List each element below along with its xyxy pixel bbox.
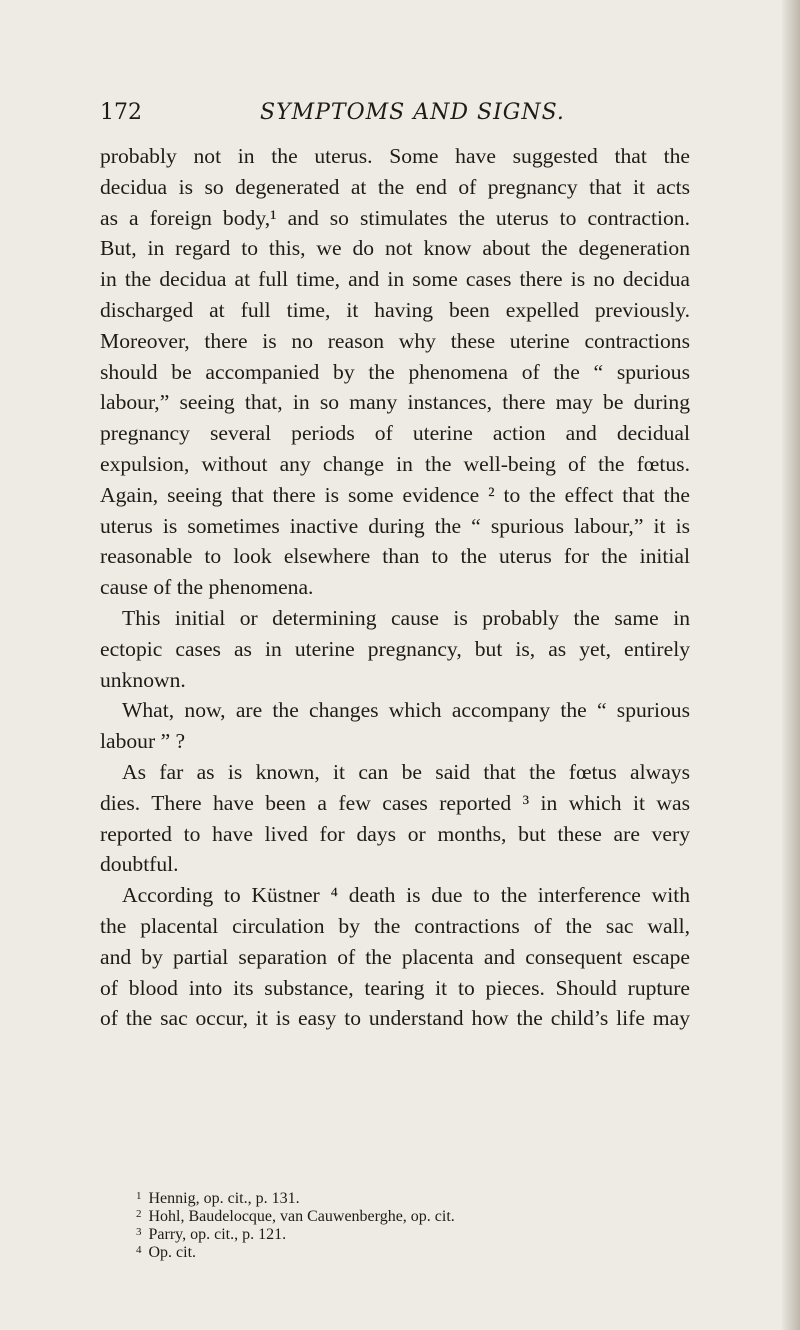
text-line: should be accompanied by the phenomena of the “ spurious bbox=[100, 359, 690, 384]
text-line: What, now, are the changes which accompany the “ spurious bbox=[122, 698, 690, 723]
footnote-text: Op. cit. bbox=[148, 1244, 197, 1261]
text-line: ectopic cases as in uterine pregnancy, but is, as yet, entirely bbox=[100, 636, 690, 661]
text-line: expulsion, without any change in the well-being of the fœtus. bbox=[100, 451, 690, 476]
footnote-text: Hohl, Baudelocque, van Cauwenberghe, op. cit. bbox=[148, 1208, 455, 1225]
footnote-mark: 4 bbox=[136, 1244, 142, 1256]
text-line: discharged at full time, it having been expelled previously. bbox=[100, 297, 690, 322]
footnote-text: Parry, op. cit., p. 121. bbox=[148, 1226, 287, 1243]
page-header bbox=[100, 100, 672, 130]
text-line: decidua is so degenerated at the end of pregnancy that it acts bbox=[100, 174, 690, 199]
text-line: labour ” ? bbox=[100, 729, 186, 754]
footnote bbox=[136, 1223, 656, 1241]
text-line: and by partial separation of the placenta and consequent escape bbox=[100, 944, 690, 969]
text-line: dies. There have been a few cases reported ³ in which it was bbox=[100, 790, 690, 815]
page-number: 172 bbox=[100, 100, 142, 125]
text-line: pregnancy several periods of uterine action and decidual bbox=[100, 421, 690, 446]
body-text bbox=[100, 141, 690, 1034]
text-line: doubtful. bbox=[100, 852, 179, 877]
text-line: the placental circulation by the contractions of the sac wall, bbox=[100, 913, 690, 938]
text-line: labour,” seeing that, in so many instances, there may be during bbox=[100, 390, 690, 415]
footnote-text: Hennig, op. cit., p. 131. bbox=[148, 1190, 300, 1207]
page-edge bbox=[782, 0, 800, 1330]
footnote-mark: 3 bbox=[136, 1226, 142, 1238]
footnote bbox=[136, 1205, 656, 1223]
text-line: cause of the phenomena. bbox=[100, 575, 314, 600]
footnote-mark: 2 bbox=[136, 1208, 142, 1220]
text-line: as a foreign body,¹ and so stimulates the uterus to contraction. bbox=[100, 205, 690, 230]
text-line: As far as is known, it can be said that the fœtus always bbox=[122, 759, 690, 784]
text-line: Moreover, there is no reason why these uterine contractions bbox=[100, 328, 690, 353]
footnotes bbox=[136, 1187, 656, 1259]
text-line: of blood into its substance, tearing it to pieces. Should rupture bbox=[100, 975, 690, 1000]
text-line: According to Küstner ⁴ death is due to the interference with bbox=[122, 883, 690, 908]
footnote bbox=[136, 1187, 656, 1205]
text-line: in the decidua at full time, and in some cases there is no decidua bbox=[100, 267, 690, 292]
text-line: uterus is sometimes inactive during the “ spurious labour,” it is bbox=[100, 513, 690, 538]
footnote-mark: 1 bbox=[136, 1190, 142, 1202]
text-line: This initial or determining cause is probably the same in bbox=[122, 605, 690, 630]
footnote bbox=[136, 1241, 656, 1259]
text-line: reasonable to look elsewhere than to the uterus for the initial bbox=[100, 544, 690, 569]
running-head: SYMPTOMS AND SIGNS. bbox=[260, 100, 565, 125]
text-line: probably not in the uterus. Some have suggested that the bbox=[100, 144, 690, 168]
text-line: unknown. bbox=[100, 667, 186, 692]
text-line: of the sac occur, it is easy to understand how the child’s life may bbox=[100, 1006, 690, 1031]
text-line: Again, seeing that there is some evidence ² to the effect that the bbox=[100, 482, 690, 507]
text-line: reported to have lived for days or months, but these are very bbox=[100, 821, 690, 846]
text-line: But, in regard to this, we do not know about the degeneration bbox=[100, 236, 690, 261]
